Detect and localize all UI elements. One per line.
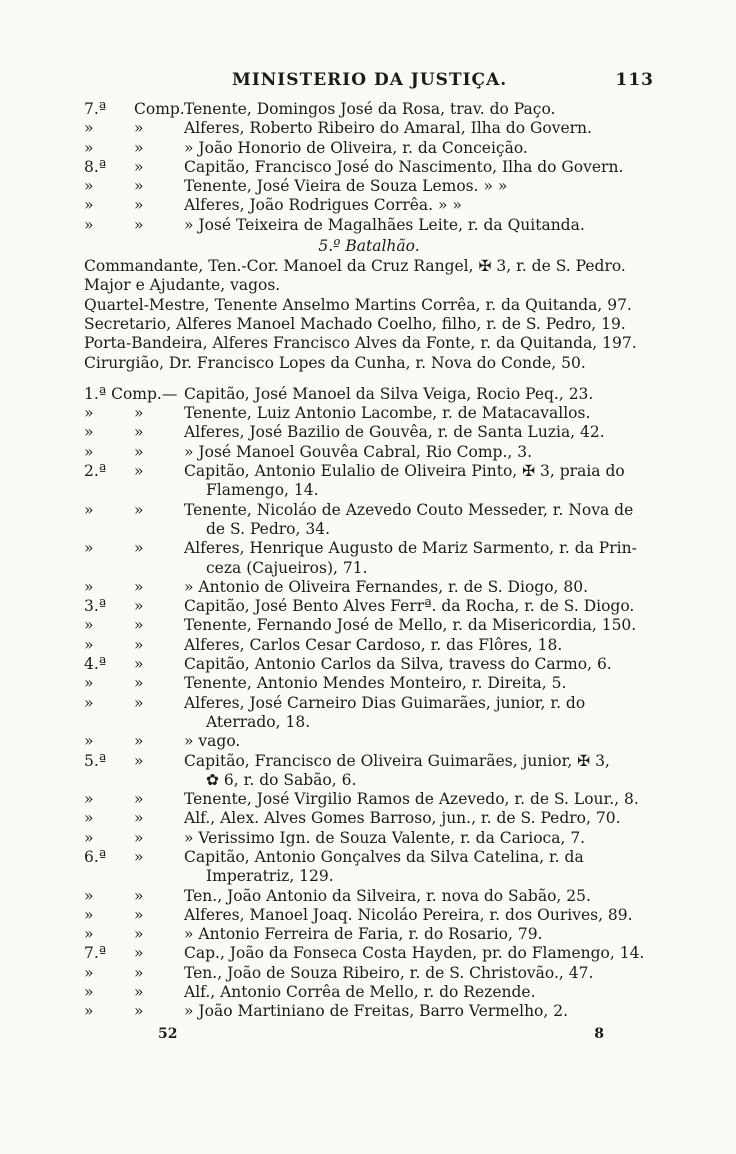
company-label: » [134, 674, 144, 693]
entry-line [84, 694, 654, 713]
entry-line [84, 100, 654, 119]
page-title: MINISTERIO DA JUSTIÇA. [232, 70, 508, 90]
company-label: » [134, 809, 144, 828]
entry-line [84, 1002, 654, 1021]
company-number: » [84, 790, 94, 809]
entry-text: Alferes, Manoel Joaq. Nicoláo Pereira, r. dos Ourives, 89. [184, 905, 633, 924]
entry-text: Tenente, Antonio Mendes Monteiro, r. Direita, 5. [184, 674, 567, 693]
staff-line: Cirurgião, Dr. Francisco Lopes da Cunha, r. Nova do Conde, 50. [84, 353, 586, 372]
entry-text: Tenente, José Virgilio Ramos de Azevedo, r. de S. Lour., 8. [184, 790, 639, 809]
entry-line [84, 597, 654, 616]
entry-line [84, 196, 654, 215]
entry-text: ✿ 6, r. do Sabão, 6. [206, 770, 357, 789]
entry-line [84, 119, 654, 138]
entry-line [84, 385, 654, 404]
entry-line [84, 559, 654, 578]
entry-line [84, 867, 654, 886]
entry-line [84, 443, 654, 462]
entry-line [84, 423, 654, 442]
company-number: » [84, 886, 94, 905]
entry-line [84, 944, 654, 963]
staff-line: Commandante, Ten.-Cor. Manoel da Cruz Rangel, ✠ 3, r. de S. Pedro. [84, 257, 626, 276]
company-number: » [84, 404, 94, 423]
entry-text: Alferes, Carlos Cesar Cardoso, r. das Flôres, 18. [184, 635, 563, 654]
company-number: » [84, 577, 94, 596]
entry-text: Capitão, Antonio Gonçalves da Silva Catelina, r. da [184, 847, 584, 866]
entry-text: Cap., João da Fonseca Costa Hayden, pr. do Flamengo, 14. [184, 944, 645, 963]
entry-line [84, 964, 654, 983]
company-label: » [134, 157, 144, 176]
page-number: 113 [615, 70, 654, 90]
entry-line [84, 462, 654, 481]
company-label: » [134, 597, 144, 616]
entry-line [84, 906, 654, 925]
entry-line [84, 983, 654, 1002]
entry-line [84, 732, 654, 751]
company-number: 4.ª [84, 655, 107, 674]
company-label: » [134, 732, 144, 751]
company-number: » [84, 500, 94, 519]
entry-line [84, 887, 654, 906]
staff-line: Major e Ajudante, vagos. [84, 276, 281, 295]
entry-text: Capitão, José Bento Alves Ferrª. da Rocha, r. de S. Diogo. [184, 597, 635, 616]
entry-line [84, 809, 654, 828]
company-label: » [134, 963, 144, 982]
entry-text: » Antonio de Oliveira Fernandes, r. de S. Diogo, 80. [184, 577, 589, 596]
company-number: » [84, 442, 94, 461]
entry-text: » José Manoel Gouvêa Cabral, Rio Comp., 3. [184, 442, 533, 461]
company-number: » [84, 1002, 94, 1021]
entry-text: ceza (Cajueiros), 71. [206, 558, 368, 577]
entry-text: Imperatriz, 129. [206, 867, 334, 886]
spacer [84, 373, 654, 385]
company-label: » [134, 177, 144, 196]
company-number: » [84, 925, 94, 944]
company-label: » [134, 423, 144, 442]
company-label: » [134, 905, 144, 924]
staff-line: Quartel-Mestre, Tenente Anselmo Martins Corrêa, r. da Quitanda, 97. [84, 295, 632, 314]
company-number: 2.ª [84, 462, 107, 481]
company-number: » [84, 635, 94, 654]
entry-text: Tenente, Nicoláo de Azevedo Couto Messeder, r. Nova de [184, 500, 634, 519]
entry-text: Capitão, Francisco de Oliveira Guimarães, junior, ✠ 3, [184, 751, 610, 770]
company-number: » [84, 215, 94, 234]
entry-text: » Verissimo Ign. de Souza Valente, r. da Carioca, 7. [184, 828, 586, 847]
entry-line [84, 752, 654, 771]
page-footer [84, 1026, 604, 1046]
company-label: Comp. [134, 100, 185, 118]
entry-text: Capitão, Antonio Carlos da Silva, travess do Carmo, 6. [184, 655, 612, 674]
company-number: 3.ª [84, 597, 107, 616]
staff-line: Porta-Bandeira, Alferes Francisco Alves da Fonte, r. da Quitanda, 197. [84, 334, 637, 353]
entry-line [84, 636, 654, 655]
signature-mark-right: 8 [594, 1026, 604, 1042]
entry-line [84, 177, 654, 196]
entry-text: Flamengo, 14. [206, 481, 319, 500]
company-number: 5.ª [84, 751, 107, 770]
entry-text: Capitão, José Manoel da Silva Veiga, Rocio Peq., 23. [184, 384, 594, 403]
entry-text: Tenente, José Vieira de Souza Lemos. » » [184, 177, 508, 196]
entry-text: » João Honorio de Oliveira, r. da Conceição. [184, 138, 528, 157]
company-label: » [134, 539, 144, 558]
company-label: » [134, 983, 144, 1002]
entry-line [84, 674, 654, 693]
company-label: » [134, 635, 144, 654]
company-label: » [134, 693, 144, 712]
entry-line [84, 158, 654, 177]
entry-text: Alferes, Roberto Ribeiro do Amaral, Ilha do Govern. [184, 119, 592, 138]
company-number: » [84, 119, 94, 138]
entry-line [84, 501, 654, 520]
entry-line [84, 578, 654, 597]
company-number: » [84, 196, 94, 215]
company-label: » [134, 847, 144, 866]
company-number: » [84, 983, 94, 1002]
entry-text: » vago. [184, 732, 241, 751]
company-number: » [84, 905, 94, 924]
company-label: » [134, 119, 144, 138]
entry-text: Tenente, Fernando José de Mello, r. da Misericordia, 150. [184, 616, 637, 635]
company-number: 7.ª [84, 944, 107, 963]
company-number: 6.ª [84, 847, 107, 866]
entry-text: » Antonio Ferreira de Faria, r. do Rosario, 79. [184, 925, 543, 944]
entry-text: Ten., João de Souza Ribeiro, r. de S. Christovão., 47. [184, 963, 594, 982]
entry-text: Capitão, Francisco José do Nascimento, Ilha do Govern. [184, 157, 624, 176]
company-label: » [134, 925, 144, 944]
company-number: 7.ª [84, 100, 107, 118]
company-label: » [134, 462, 144, 481]
entry-text: Alferes, João Rodrigues Corrêa. » » [184, 196, 462, 215]
company-label: » [134, 655, 144, 674]
company-label: » [134, 828, 144, 847]
company-number: 8.ª [84, 157, 107, 176]
entry-line [84, 520, 654, 539]
company-label: » [134, 616, 144, 635]
entry-text: Alf., Antonio Corrêa de Mello, r. do Rezende. [184, 983, 536, 1002]
company-label: » [134, 500, 144, 519]
company-label: » [134, 577, 144, 596]
company-label: » [134, 196, 144, 215]
entry-text: Ten., João Antonio da Silveira, r. nova do Sabão, 25. [184, 886, 591, 905]
signature-mark-left: 52 [158, 1026, 178, 1042]
company-number: » [84, 732, 94, 751]
company-label: » [134, 1002, 144, 1021]
running-header [84, 70, 654, 96]
entry-text: Alferes, José Carneiro Dias Guimarães, junior, r. do [184, 693, 586, 712]
company-number: 1.ª Comp.— [84, 384, 178, 403]
company-label: » [134, 215, 144, 234]
company-number: » [84, 963, 94, 982]
entry-line [84, 925, 654, 944]
company-label: » [134, 944, 144, 963]
entry-line [84, 139, 654, 158]
entry-text: » João Martiniano de Freitas, Barro Vermelho, 2. [184, 1002, 569, 1021]
company-number: » [84, 138, 94, 157]
entry-line [84, 481, 654, 500]
company-label: » [134, 404, 144, 423]
entry-line [84, 771, 654, 790]
entry-line [84, 616, 654, 635]
company-label: » [134, 886, 144, 905]
entry-line [84, 539, 654, 558]
entry-line [84, 404, 654, 423]
company-label: » [134, 138, 144, 157]
company-number: » [84, 693, 94, 712]
entry-line [84, 216, 654, 235]
entry-text: Tenente, Luiz Antonio Lacombe, r. de Matacavallos. [184, 404, 591, 423]
company-number: » [84, 423, 94, 442]
entry-line [84, 713, 654, 732]
company-label: » [134, 751, 144, 770]
company-number: » [84, 809, 94, 828]
company-number: » [84, 828, 94, 847]
entry-text: Capitão, Antonio Eulalio de Oliveira Pinto, ✠ 3, praia do [184, 462, 625, 481]
entry-line [84, 829, 654, 848]
entry-text: » José Teixeira de Magalhães Leite, r. da Quitanda. [184, 215, 585, 234]
entry-text: Alf., Alex. Alves Gomes Barroso, jun., r. de S. Pedro, 70. [184, 809, 621, 828]
company-number: » [84, 177, 94, 196]
company-label: » [134, 790, 144, 809]
company-number: » [84, 616, 94, 635]
entry-line [84, 790, 654, 809]
staff-line: Secretario, Alferes Manoel Machado Coelho, filho, r. de S. Pedro, 19. [84, 314, 626, 333]
section-heading: 5.º Batalhão. [318, 237, 420, 256]
entry-text: de S. Pedro, 34. [206, 519, 331, 538]
entry-text: Alferes, José Bazilio de Gouvêa, r. de Santa Luzia, 42. [184, 423, 605, 442]
text-body [84, 100, 654, 1022]
entry-line [84, 655, 654, 674]
entry-text: Tenente, Domingos José da Rosa, trav. do Paço. [184, 100, 556, 118]
entry-text: Aterrado, 18. [206, 712, 311, 731]
entry-text: Alferes, Henrique Augusto de Mariz Sarmento, r. da Prin- [184, 539, 637, 558]
entry-line [84, 848, 654, 867]
company-number: » [84, 674, 94, 693]
company-number: » [84, 539, 94, 558]
company-label: » [134, 442, 144, 461]
